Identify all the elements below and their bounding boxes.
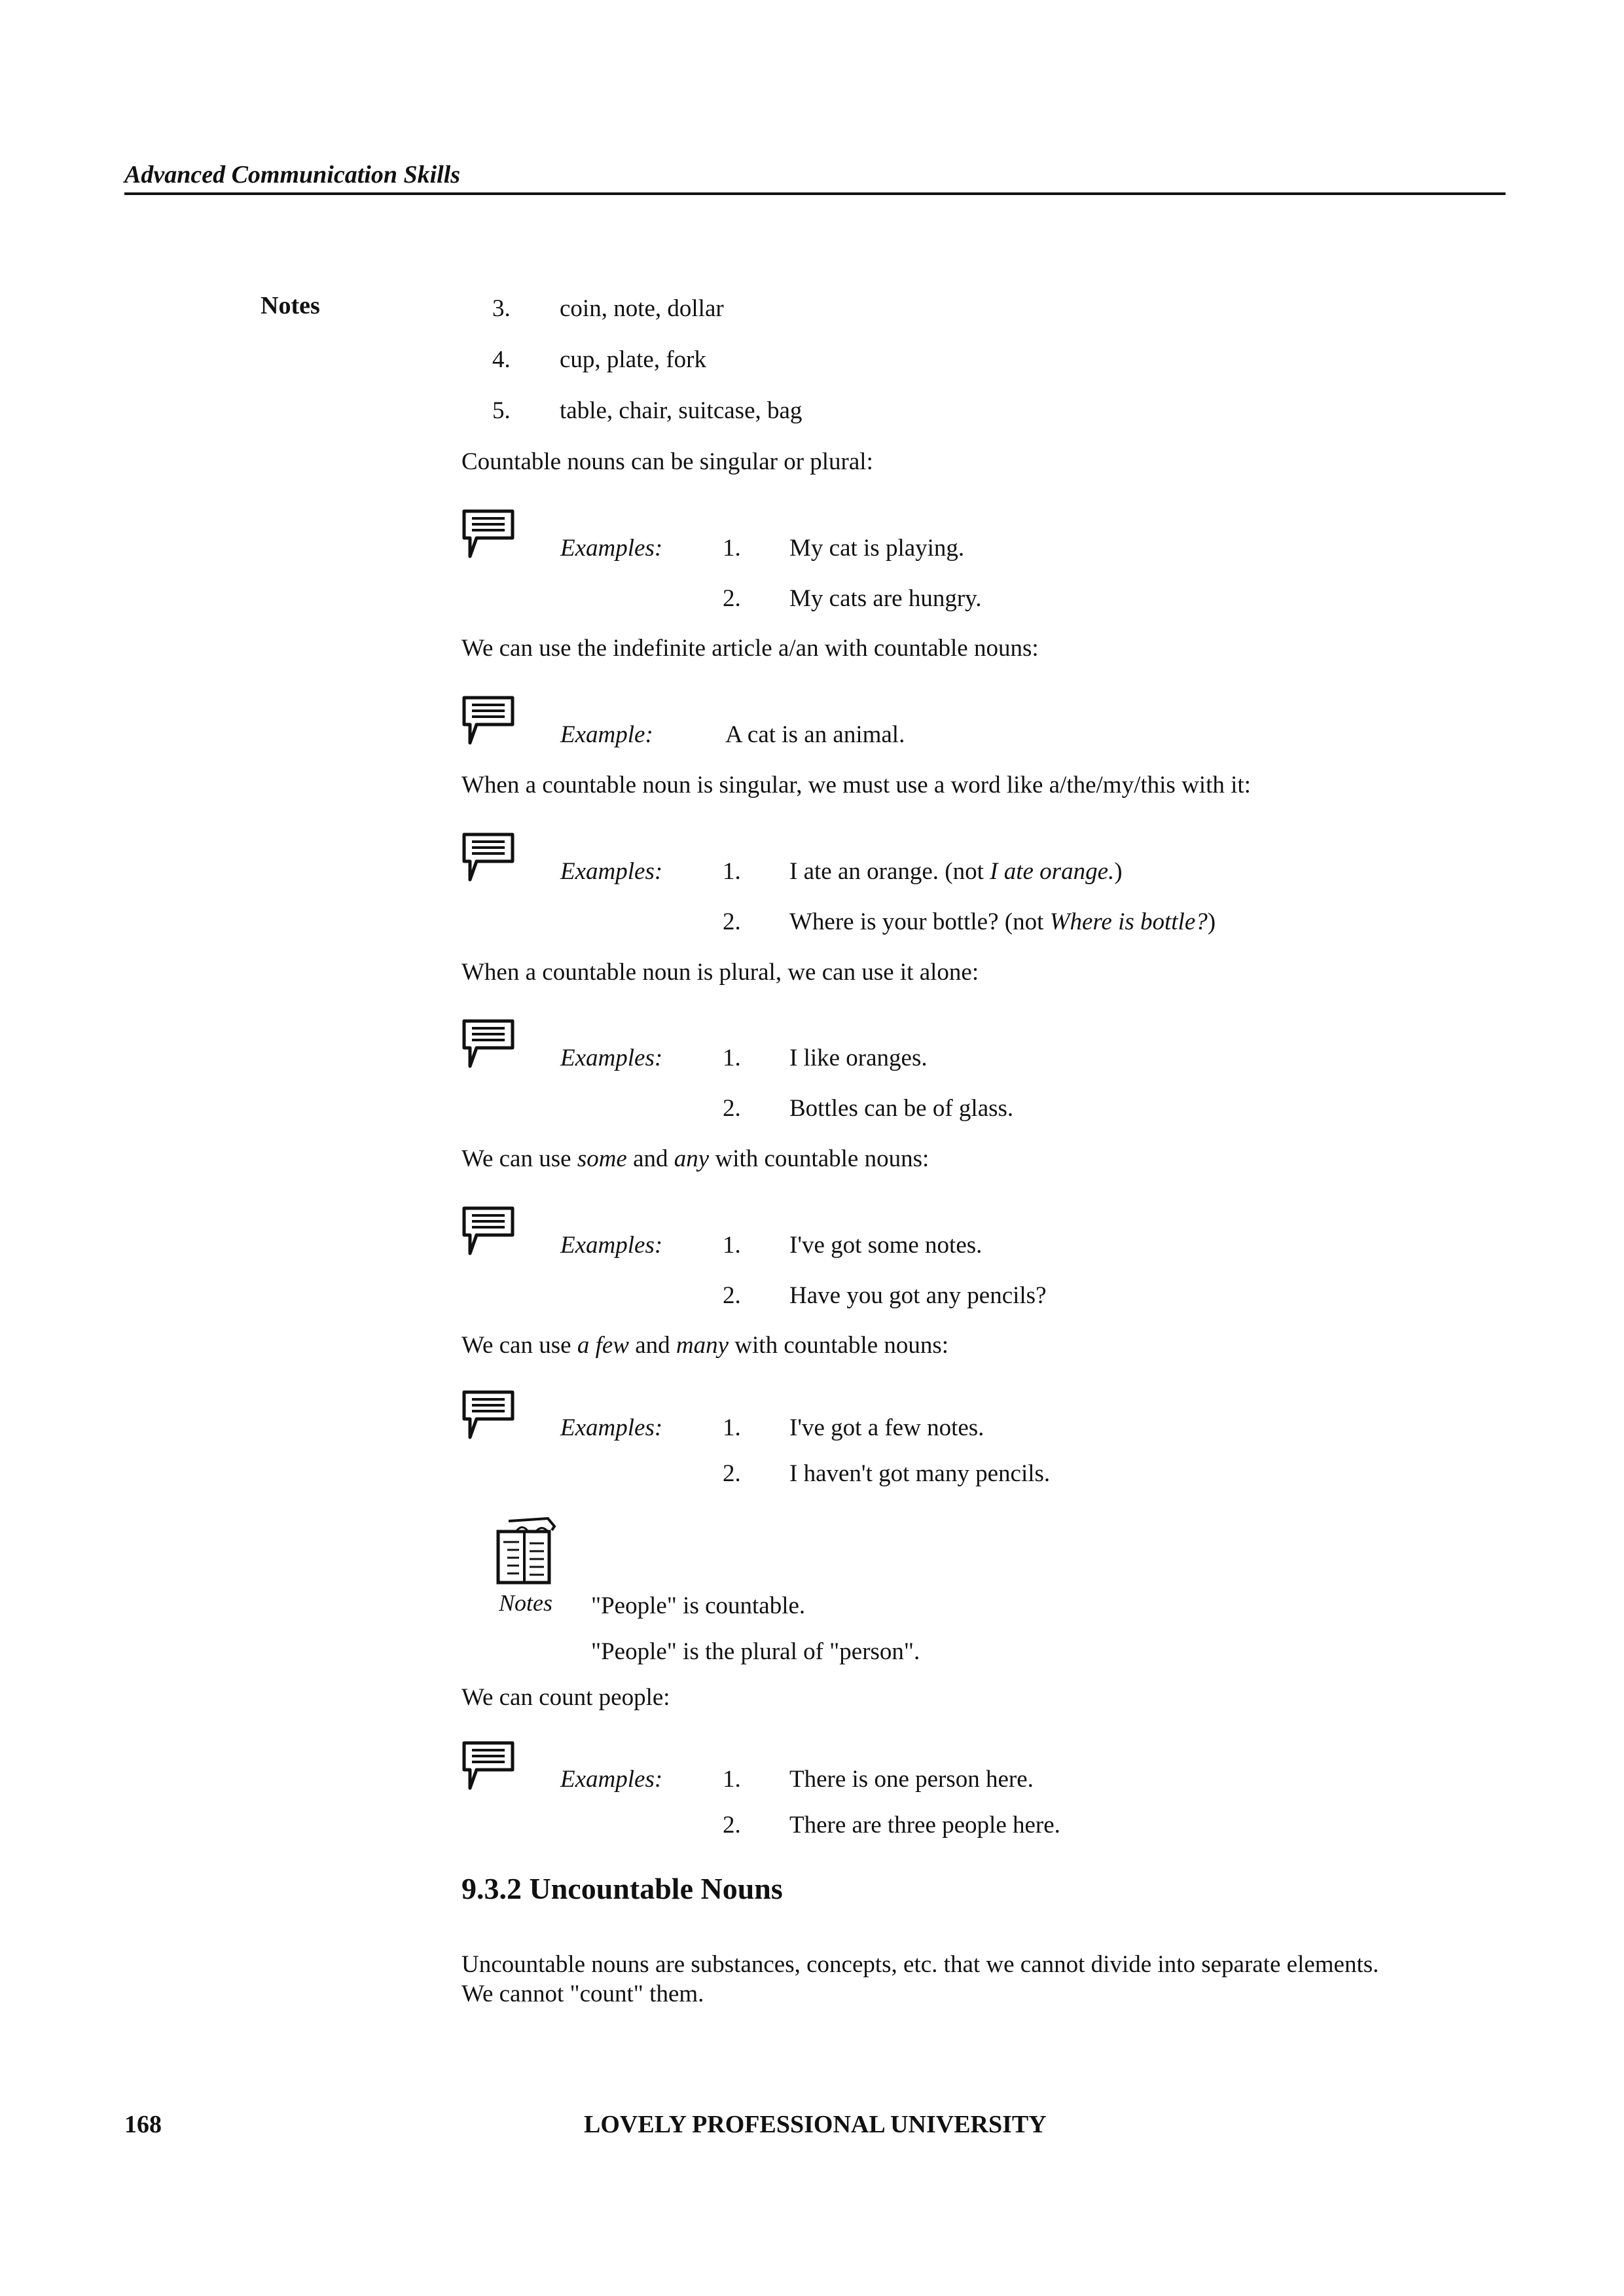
- paragraph: We cannot "count" them.: [461, 1981, 704, 2007]
- page-number: 168: [124, 2111, 162, 2138]
- example-speech-icon: [462, 1206, 514, 1257]
- example-number: 2.: [723, 1095, 741, 1122]
- list-item: table, chair, suitcase, bag: [560, 397, 803, 424]
- example-text: Bottles can be of glass.: [789, 1095, 1014, 1122]
- example-number: 1.: [723, 1414, 741, 1441]
- example-text: I haven't got many pencils.: [789, 1460, 1051, 1487]
- example-number: 2.: [723, 1460, 741, 1487]
- examples-label: Examples:: [560, 1232, 663, 1259]
- example-label: Example:: [560, 721, 653, 748]
- paragraph: We can use a few and many with countable nouns:: [461, 1332, 949, 1359]
- note-text: "People" is countable.: [591, 1592, 806, 1619]
- list-item: cup, plate, fork: [560, 346, 706, 373]
- paragraph: When a countable noun is plural, we can use it alone:: [461, 959, 979, 986]
- example-speech-icon: [462, 1390, 514, 1441]
- examples-label: Examples:: [560, 535, 663, 562]
- paragraph: We can use the indefinite article a/an with countable nouns:: [461, 635, 1039, 662]
- examples-label: Examples:: [560, 1045, 663, 1071]
- example-text: My cats are hungry.: [789, 585, 982, 612]
- example-text: I like oranges.: [789, 1045, 928, 1071]
- paragraph: Countable nouns can be singular or plural:: [461, 448, 873, 475]
- note-text: "People" is the plural of "person".: [591, 1638, 920, 1665]
- list-item: coin, note, dollar: [560, 295, 724, 322]
- paragraph: When a countable noun is singular, we must use a word like a/the/my/this with it:: [461, 772, 1251, 798]
- example-number: 2.: [723, 908, 741, 935]
- example-number: 1.: [723, 1232, 741, 1259]
- footer-university: LOVELY PROFESSIONAL UNIVERSITY: [584, 2111, 1047, 2138]
- example-number: 1.: [723, 1766, 741, 1793]
- example-text: I ate an orange. (not I ate orange.): [789, 858, 1123, 885]
- paragraph: Uncountable nouns are substances, concepts, etc. that we cannot divide into separate elements.: [461, 1951, 1379, 1978]
- example-text: There is one person here.: [789, 1766, 1034, 1793]
- example-text: I've got some notes.: [789, 1232, 983, 1259]
- list-number: 4.: [492, 346, 511, 373]
- example-number: 2.: [723, 585, 741, 612]
- example-speech-icon: [462, 833, 514, 884]
- example-number: 2.: [723, 1282, 741, 1309]
- example-speech-icon: [462, 1741, 514, 1792]
- section-heading: 9.3.2 Uncountable Nouns: [461, 1872, 783, 1905]
- example-number: 1.: [723, 1045, 741, 1071]
- example-text: Have you got any pencils?: [789, 1282, 1047, 1309]
- example-number: 1.: [723, 535, 741, 562]
- running-header: Advanced Communication Skills: [124, 161, 461, 188]
- examples-label: Examples:: [560, 858, 663, 885]
- example-speech-icon: [462, 509, 514, 560]
- example-number: 2.: [723, 1812, 741, 1839]
- notes-caption: Notes: [499, 1590, 553, 1616]
- example-text: Where is your bottle? (not Where is bottle?): [789, 908, 1216, 935]
- example-text: My cat is playing.: [789, 535, 965, 562]
- list-number: 5.: [492, 397, 511, 424]
- example-text: A cat is an animal.: [725, 721, 905, 748]
- paragraph: We can use some and any with countable nouns:: [461, 1145, 929, 1172]
- paragraph: We can count people:: [461, 1684, 670, 1711]
- example-text: There are three people here.: [789, 1812, 1060, 1839]
- header-rule: [124, 192, 1506, 195]
- notes-book-icon: [496, 1517, 558, 1587]
- example-number: 1.: [723, 858, 741, 885]
- example-text: I've got a few notes.: [789, 1414, 984, 1441]
- examples-label: Examples:: [560, 1766, 663, 1793]
- examples-label: Examples:: [560, 1414, 663, 1441]
- margin-notes-label: Notes: [261, 292, 320, 319]
- example-speech-icon: [462, 1019, 514, 1070]
- list-number: 3.: [492, 295, 511, 322]
- example-speech-icon: [462, 696, 514, 747]
